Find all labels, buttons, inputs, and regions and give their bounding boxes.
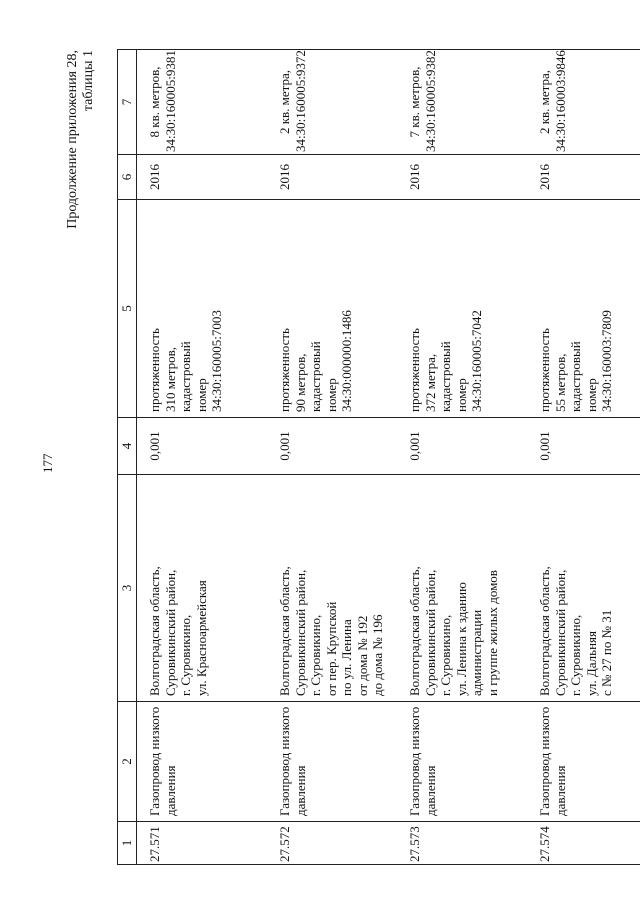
- object-description: протяженность 310 метров, кадастровый номер 34:30:160005:7003: [137, 200, 276, 418]
- row-number: 27.572: [275, 822, 405, 865]
- row-number: 27.571: [137, 822, 276, 865]
- header-cell: 2: [118, 702, 137, 822]
- header-row: [118, 50, 137, 865]
- table-row: [535, 50, 640, 865]
- object-note: 7 кв. метров, 34:30:160005:9382: [405, 50, 535, 155]
- object-year: 2016: [137, 155, 276, 200]
- row-number: 27.573: [405, 822, 535, 865]
- object-address: Волгоградская область, Суровикинский район, г. Суровикино, ул. Ленина к зданию администрации и группе жилых домов: [405, 475, 535, 702]
- continuation-line-2: таблицы 1: [81, 50, 96, 112]
- row-number: 27.574: [535, 822, 640, 865]
- rotated-page: [40, 40, 614, 865]
- object-address: Волгоградская область, Суровикинский район, г. Суровикино, ул. Красноармейская: [137, 475, 276, 702]
- header-cell: 5: [118, 200, 137, 418]
- table-row: [137, 50, 276, 865]
- table-header: [118, 50, 137, 865]
- header-cell: 3: [118, 475, 137, 702]
- object-address: Волгоградская область, Суровикинский район, г. Суровикино, ул. Дальняя с № 27 по № 31: [535, 475, 640, 702]
- object-note: 2 кв. метра, 34:30:160003:9846: [535, 50, 640, 155]
- object-note: 8 кв. метров, 34:30:160005:9381: [137, 50, 276, 155]
- object-value: 0,001: [275, 418, 405, 475]
- object-year: 2016: [535, 155, 640, 200]
- table-row: [275, 50, 405, 865]
- header-cell: 1: [118, 822, 137, 865]
- continuation-note: [65, 50, 97, 229]
- register-table: [117, 49, 640, 865]
- object-description: протяженность 90 метров, кадастровый номер 34:30:000000:1486: [275, 200, 405, 418]
- object-description: протяженность 55 метров, кадастровый номер 34:30:160003:7809: [535, 200, 640, 418]
- object-year: 2016: [275, 155, 405, 200]
- page-number: 177: [40, 453, 55, 473]
- object-name: Газопровод низкого давления: [535, 702, 640, 822]
- table-body: [137, 50, 640, 865]
- object-value: 0,001: [535, 418, 640, 475]
- object-name: Газопровод низкого давления: [405, 702, 535, 822]
- object-name: Газопровод низкого давления: [275, 702, 405, 822]
- object-year: 2016: [405, 155, 535, 200]
- table-row: [405, 50, 535, 865]
- object-name: Газопровод низкого давления: [137, 702, 276, 822]
- object-address: Волгоградская область, Суровикинский район, г. Суровикино, от пер. Крупской по ул. Ленина от дома № 192 до дома № 196: [275, 475, 405, 702]
- header-cell: 6: [118, 155, 137, 200]
- continuation-line-1: Продолжение приложения 28,: [65, 50, 80, 229]
- page-content: [40, 40, 614, 865]
- object-value: 0,001: [137, 418, 276, 475]
- header-cell: 7: [118, 50, 137, 155]
- header-cell: 4: [118, 418, 137, 475]
- object-description: протяженность 372 метра, кадастровый номер 34:30:160005:7042: [405, 200, 535, 418]
- object-value: 0,001: [405, 418, 535, 475]
- object-note: 2 кв. метра, 34:30:160005:9372: [275, 50, 405, 155]
